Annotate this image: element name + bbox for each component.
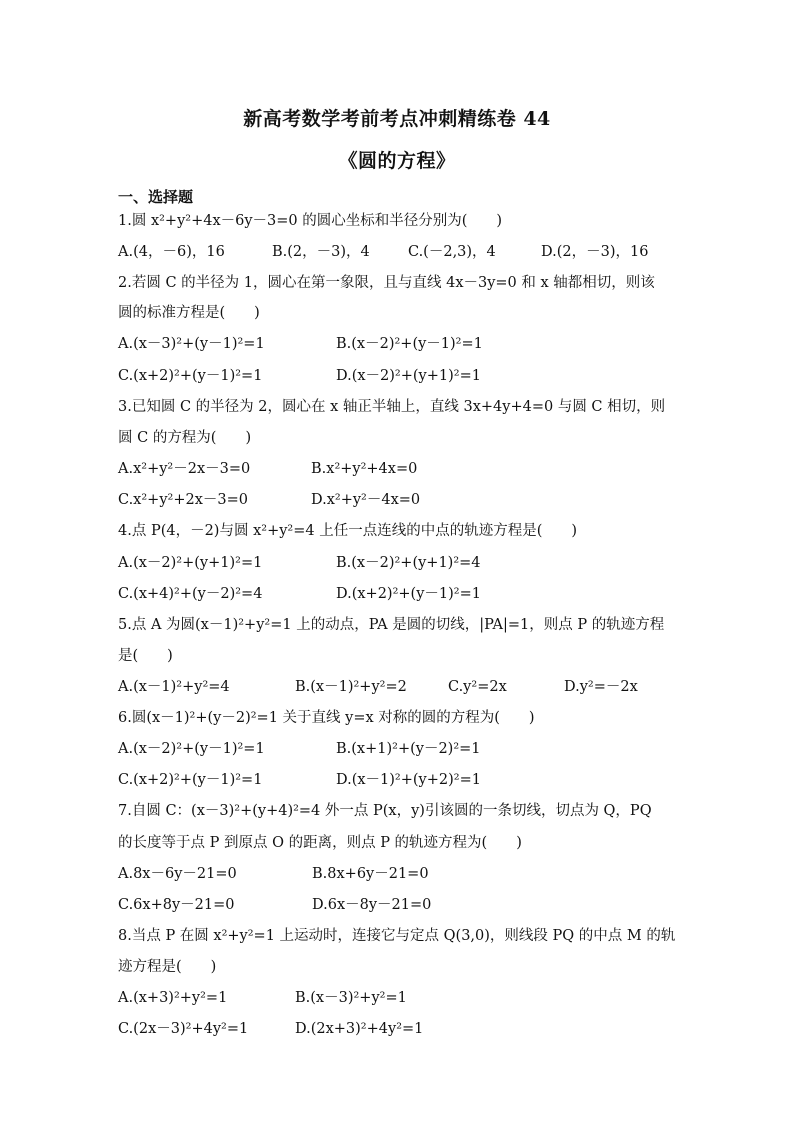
option-d: D.(x+2)²+(y－1)²=1	[336, 586, 481, 602]
option-b: B.(x－3)²+y²=1	[295, 990, 407, 1006]
section-heading: 一、选择题	[118, 188, 194, 206]
option-b: B.(x－1)²+y²=2	[295, 679, 407, 695]
question-1-stem: 1.圆 x²+y²+4x－6y－3=0 的圆心坐标和半径分别为( )	[118, 213, 503, 229]
option-c: C.x²+y²+2x－3=0	[118, 492, 248, 508]
question-7-stem-line-2: 的长度等于点 P 到原点 O 的距离，则点 P 的轨迹方程为( )	[118, 835, 522, 851]
document-title: 新高考数学考前考点冲刺精练卷 44	[243, 108, 551, 130]
option-c: C.(x+2)²+(y－1)²=1	[118, 772, 263, 788]
option-b: B.8x+6y－21=0	[312, 866, 429, 882]
option-b: B.(2，－3)，4	[272, 244, 370, 260]
option-d: D.(2x+3)²+4y²=1	[295, 1021, 424, 1037]
option-a: A.(4，－6)，16	[118, 244, 225, 260]
option-d: D.6x－8y－21=0	[312, 897, 432, 913]
question-8-stem-line-2: 迹方程是( )	[118, 959, 217, 975]
option-c: C.(－2,3)，4	[408, 244, 496, 260]
document-subtitle: 《圆的方程》	[338, 150, 456, 172]
question-8-stem-line-1: 8.当点 P 在圆 x²+y²=1 上运动时，连接它与定点 Q(3,0)，则线段 PQ 的中点 M 的轨	[118, 928, 676, 944]
option-a: A.x²+y²－2x－3=0	[118, 461, 251, 477]
option-d: D.x²+y²－4x=0	[311, 492, 421, 508]
option-b: B.(x+1)²+(y－2)²=1	[336, 741, 481, 757]
question-5-stem-line-1: 5.点 A 为圆(x－1)²+y²=1 上的动点，PA 是圆的切线，|PA|=1，则点 P 的轨迹方程	[118, 617, 665, 633]
option-a: A.(x－1)²+y²=4	[118, 679, 230, 695]
option-a: A.8x－6y－21=0	[118, 866, 237, 882]
option-a: A.(x－2)²+(y+1)²=1	[118, 555, 263, 571]
option-d: D.(x－2)²+(y+1)²=1	[336, 368, 481, 384]
question-7-stem-line-1: 7.自圆 C：(x－3)²+(y+4)²=4 外一点 P(x，y)引该圆的一条切线，切点为 Q，PQ	[118, 803, 652, 819]
option-d: D.(x－1)²+(y+2)²=1	[336, 772, 481, 788]
option-a: A.(x－3)²+(y－1)²=1	[118, 336, 265, 352]
option-c: C.(2x－3)²+4y²=1	[118, 1021, 249, 1037]
question-3-stem-line-1: 3.已知圆 C 的半径为 2，圆心在 x 轴正半轴上，直线 3x+4y+4=0 与圆 C 相切，则	[118, 399, 666, 415]
option-b: B.x²+y²+4x=0	[311, 461, 418, 477]
option-d: D.(2，－3)，16	[541, 244, 649, 260]
option-a: A.(x+3)²+y²=1	[118, 990, 228, 1006]
option-d: D.y²=－2x	[564, 679, 638, 695]
option-b: B.(x－2)²+(y－1)²=1	[336, 336, 483, 352]
option-c: C.(x+4)²+(y－2)²=4	[118, 586, 263, 602]
option-c: C.(x+2)²+(y－1)²=1	[118, 368, 263, 384]
option-b: B.(x－2)²+(y+1)²=4	[336, 555, 481, 571]
option-c: C.y²=2x	[448, 679, 507, 695]
question-3-stem-line-2: 圆 C 的方程为( )	[118, 430, 252, 446]
option-c: C.6x+8y－21=0	[118, 897, 235, 913]
question-6-stem: 6.圆(x－1)²+(y－2)²=1 关于直线 y=x 对称的圆的方程为( )	[118, 710, 535, 726]
option-a: A.(x－2)²+(y－1)²=1	[118, 741, 265, 757]
question-2-stem-line-1: 2.若圆 C 的半径为 1，圆心在第一象限，且与直线 4x－3y=0 和 x 轴都相切，则该	[118, 275, 655, 291]
question-4-stem: 4.点 P(4，－2)与圆 x²+y²=4 上任一点连线的中点的轨迹方程是( )	[118, 523, 578, 539]
question-5-stem-line-2: 是( )	[118, 648, 173, 664]
question-2-stem-line-2: 圆的标准方程是( )	[118, 305, 260, 321]
